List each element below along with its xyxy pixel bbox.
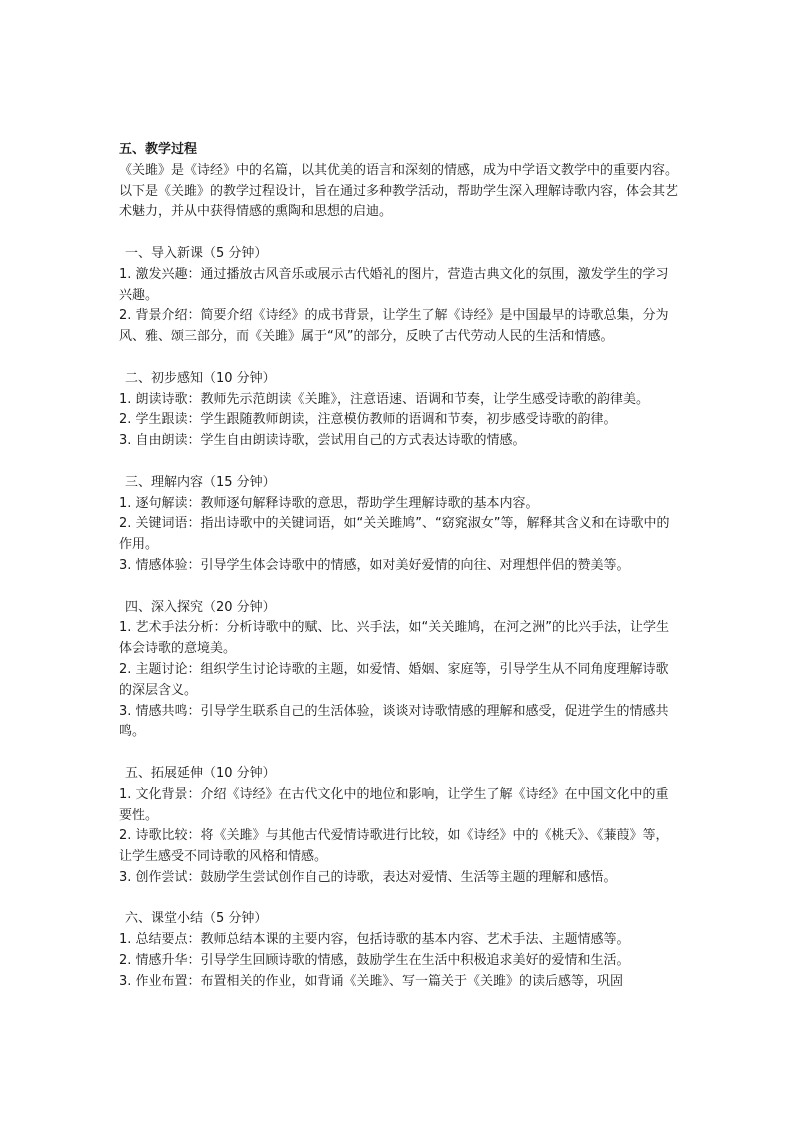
- section-title: 五、拓展延伸（10 分钟）: [125, 765, 276, 781]
- section-heading-teaching-process: 五、教学过程: [119, 142, 198, 157]
- section-understanding: [119, 473, 681, 577]
- list-item: 3. 情感共鸣：引导学生联系自己的生活体验，谈谈对诗歌情感的理解和感受，促进学生的情感共鸣。: [119, 703, 669, 740]
- list-item: 1. 激发兴趣：通过播放古风音乐或展示古代婚礼的图片，营造古典文化的氛围，激发学生的学习兴趣。: [119, 266, 669, 303]
- intro-paragraph: 《关雎》是《诗经》中的名篇，以其优美的语言和深刻的情感，成为中学语文教学中的重要内容。以下是《关雎》的教学过程设计，旨在通过多种教学活动，帮助学生深入理解诗歌内容，体会其艺术魅力，并从中获得情感的熏陶和思想的启迪。: [119, 162, 679, 220]
- list-item: 3. 作业布置：布置相关的作业，如背诵《关雎》、写一篇关于《关雎》的读后感等，巩固: [119, 973, 624, 989]
- spacer: [119, 452, 681, 473]
- spacer: [119, 348, 681, 369]
- list-item: 3. 自由朗读：学生自由朗读诗歌，尝试用自己的方式表达诗歌的情感。: [119, 433, 526, 449]
- list-item: 3. 情感体验：引导学生体会诗歌中的情感，如对美好爱情的向往、对理想伴侣的赞美等。: [119, 557, 630, 573]
- list-item: 3. 创作尝试：鼓励学生尝试创作自己的诗歌，表达对爱情、生活等主题的理解和感悟。: [119, 869, 617, 885]
- section-intro-lesson: [119, 244, 681, 348]
- spacer: [119, 743, 681, 764]
- section-extension: [119, 764, 681, 889]
- list-item: 2. 情感升华：引导学生回顾诗歌的情感，鼓励学生在生活中积极追求美好的爱情和生活。: [119, 953, 630, 969]
- spacer: [119, 889, 681, 910]
- list-item: 1. 总结要点：教师总结本课的主要内容，包括诗歌的基本内容、艺术手法、主题情感等。: [119, 932, 630, 948]
- section-title: 二、初步感知（10 分钟）: [125, 370, 276, 386]
- list-item: 1. 朗读诗歌：教师先示范朗读《关雎》，注意语速、语调和节奏，让学生感受诗歌的韵律美。: [119, 391, 650, 407]
- section-deep-exploration: [119, 598, 681, 744]
- section-summary: [119, 909, 681, 992]
- list-item: 2. 学生跟读：学生跟随教师朗读，注意模仿教师的语调和节奏，初步感受诗歌的韵律。: [119, 412, 617, 428]
- list-item: 2. 关键词语：指出诗歌中的关键词语，如“关关雎鸠”、“窈窕淑女”等，解释其含义和在诗歌中的作用。: [119, 516, 670, 553]
- spacer: [119, 577, 681, 598]
- section-title: 一、导入新课（5 分钟）: [125, 245, 268, 261]
- list-item: 1. 逐句解读：教师逐句解释诗歌的意思，帮助学生理解诗歌的基本内容。: [119, 495, 539, 511]
- list-item: 1. 艺术手法分析：分析诗歌中的赋、比、兴手法，如“关关雎鸠，在河之洲”的比兴手法，让学生体会诗歌的意境美。: [119, 620, 670, 657]
- section-title: 三、理解内容（15 分钟）: [125, 474, 276, 490]
- list-item: 2. 背景介绍：简要介绍《诗经》的成书背景，让学生了解《诗经》是中国最早的诗歌总集，分为风、雅、颂三部分，而《关雎》属于“风”的部分，反映了古代劳动人民的生活和情感。: [119, 308, 669, 345]
- list-item: 1. 文化背景：介绍《诗经》在古代文化中的地位和影响，让学生了解《诗经》在中国文化中的重要性。: [119, 786, 669, 823]
- section-title: 六、课堂小结（5 分钟）: [125, 911, 268, 927]
- list-item: 2. 主题讨论：组织学生讨论诗歌的主题，如爱情、婚姻、家庭等，引导学生从不同角度理解诗歌的深层含义。: [119, 661, 669, 698]
- section-title: 四、深入探究（20 分钟）: [125, 599, 276, 615]
- document-body: [119, 140, 681, 993]
- spacer: [119, 223, 681, 244]
- list-item: 2. 诗歌比较：将《关雎》与其他古代爱情诗歌进行比较，如《诗经》中的《桃夭》、《蒹葭》等，让学生感受不同诗歌的风格和情感。: [119, 828, 669, 865]
- section-initial-perception: [119, 369, 681, 452]
